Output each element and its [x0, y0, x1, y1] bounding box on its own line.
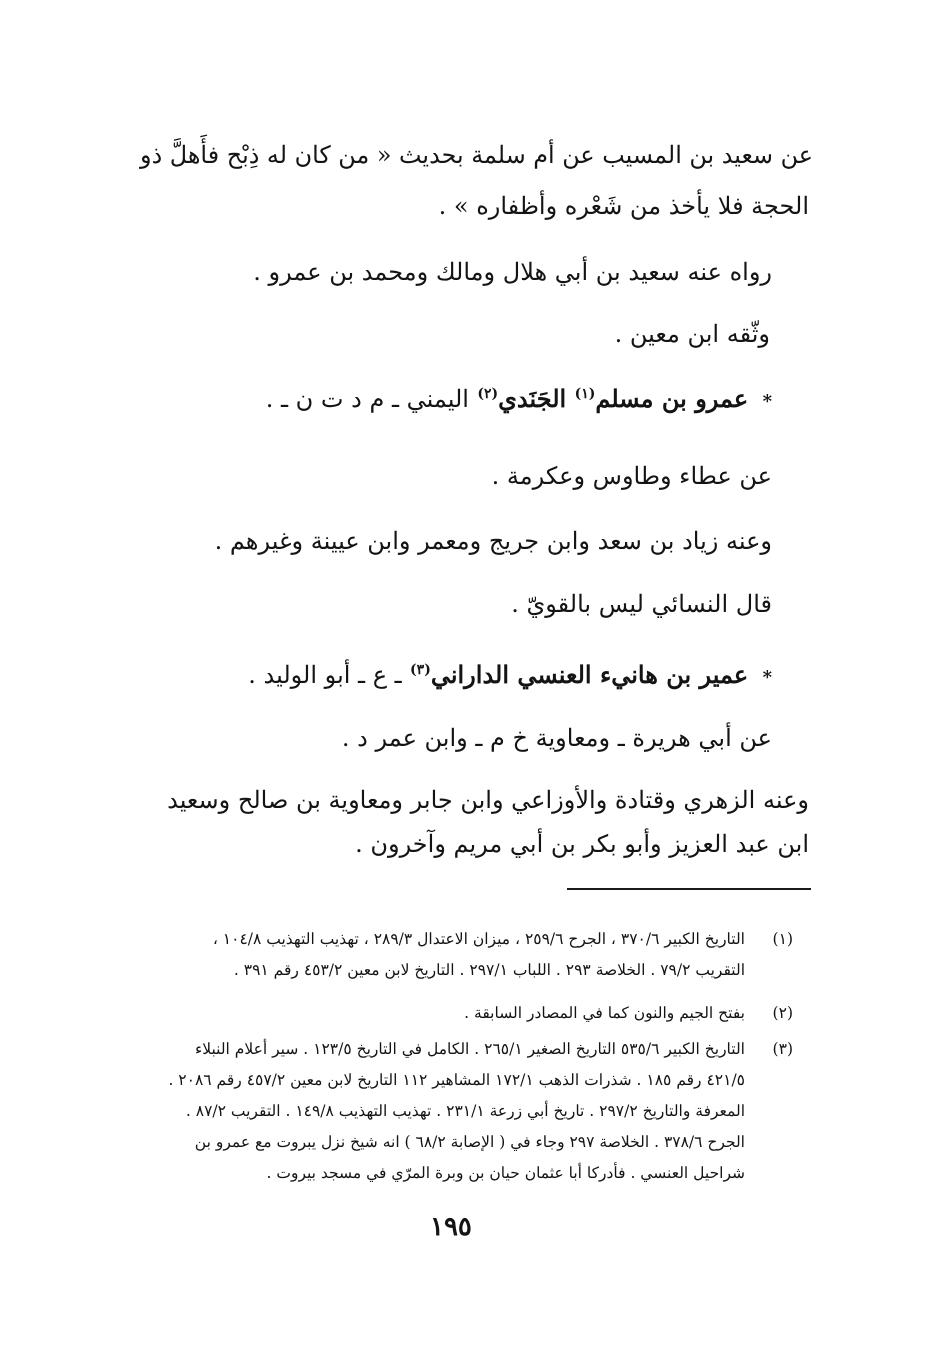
paragraph-line: الحجة فلا يأخذ من شَعْره وأظفاره » .	[438, 192, 809, 220]
paragraph-line: قال النسائي ليس بالقويّ .	[511, 590, 772, 618]
footnote-line: شراحيل العنسي . فأدركا أبا عثمان حيان بن وبرة المرّي في مسجد بيروت .	[266, 1164, 745, 1182]
footnote-line: التاريخ الكبير ٣٧٠/٦ ، الجرح ٢٥٩/٦ ، ميزان الاعتدال ٢٨٩/٣ ، تهذيب التهذيب ١٠٤/٨ ،	[212, 930, 745, 948]
footnote-line: الجرح ٣٧٨/٦ . الخلاصة ٢٩٧ وجاء في ( الإصابة ٦٨/٢ ) انه شيخ نزل يبروت مع عمرو بن	[194, 1133, 745, 1151]
entry-star: *	[762, 391, 772, 412]
footnote-ref[interactable]: (٣)	[410, 662, 431, 678]
paragraph-line: عن أبي هريرة ـ ومعاوية خ م ـ وابن عمر د .	[341, 724, 772, 752]
entry-nisba: الجَنَدي	[498, 384, 567, 413]
footnote-ref[interactable]: (٢)	[477, 386, 499, 402]
footnote-number: (١)	[772, 930, 793, 948]
footnote-line: المعرفة والتاريخ ٢٩٧/٢ . تاريخ أبي زرعة ٢٣١/١ . تهذيب التهذيب ١٤٩/٨ . التقريب ٨٧/٢ .	[185, 1102, 745, 1120]
paragraph-line: رواه عنه سعيد بن أبي هلال ومالك ومحمد بن عمرو .	[253, 258, 772, 286]
entry-heading	[266, 384, 772, 413]
footnote-line: التقريب ٧٩/٢ . الخلاصة ٢٩٣ . اللباب ٢٩٧/١ . التاريخ لابن معين ٤٥٣/٢ رقم ٣٩١ .	[233, 961, 745, 979]
footnote-ref[interactable]: (١)	[574, 386, 596, 402]
footnote-separator	[567, 888, 811, 890]
paragraph-line: ابن عبد العزيز وأبو بكر بن أبي مريم وآخرون .	[355, 830, 809, 858]
entry-name: عمرو بن مسلم	[595, 384, 749, 413]
page-number: ١٩٥	[430, 1212, 472, 1242]
footnote	[93, 924, 793, 986]
paragraph-line: وعنه زياد بن سعد وابن جريج ومعمر وابن عيينة وغيرهم .	[214, 527, 772, 555]
entry-name: عمير بن هانيء العنسي الداراني	[430, 660, 749, 689]
paragraph-line: وثّقه ابن معين .	[614, 320, 770, 348]
footnote-line: بفتح الجيم والنون كما في المصادر السابقة .	[464, 1004, 745, 1022]
footnote-line: ٤٢١/٥ رقم ١٨٥ . شذرات الذهب ١٧٢/١ المشاهير ١١٢ التاريخ لابن معين ٤٥٧/٢ رقم ٢٠٨٦ .	[168, 1071, 745, 1089]
paragraph-line: عن عطاء وطاوس وعكرمة .	[491, 462, 772, 490]
entry-codes: ـ ع ـ أبو الوليد .	[248, 661, 402, 689]
footnote-number: (٣)	[772, 1040, 793, 1058]
footnote	[93, 1034, 793, 1189]
entry-heading	[248, 660, 772, 689]
footnote	[93, 998, 793, 1029]
entry-star: *	[762, 667, 772, 688]
paragraph-line: وعنه الزهري وقتادة والأوزاعي وابن جابر ومعاوية بن صالح وسعيد	[167, 786, 809, 814]
entry-codes: اليمني ـ م د ت ن ـ .	[265, 385, 469, 413]
footnote-number: (٢)	[772, 1004, 793, 1022]
paragraph-line: عن سعيد بن المسيب عن أم سلمة بحديث « من كان له ذِبْح فأَهلَّ ذو	[140, 141, 813, 169]
footnote-line: التاريخ الكبير ٥٣٥/٦ التاريخ الصغير ٢٦٥/١ . الكامل في التاريخ ١٢٣/٥ . سير أعلام النبلاء	[194, 1040, 745, 1058]
